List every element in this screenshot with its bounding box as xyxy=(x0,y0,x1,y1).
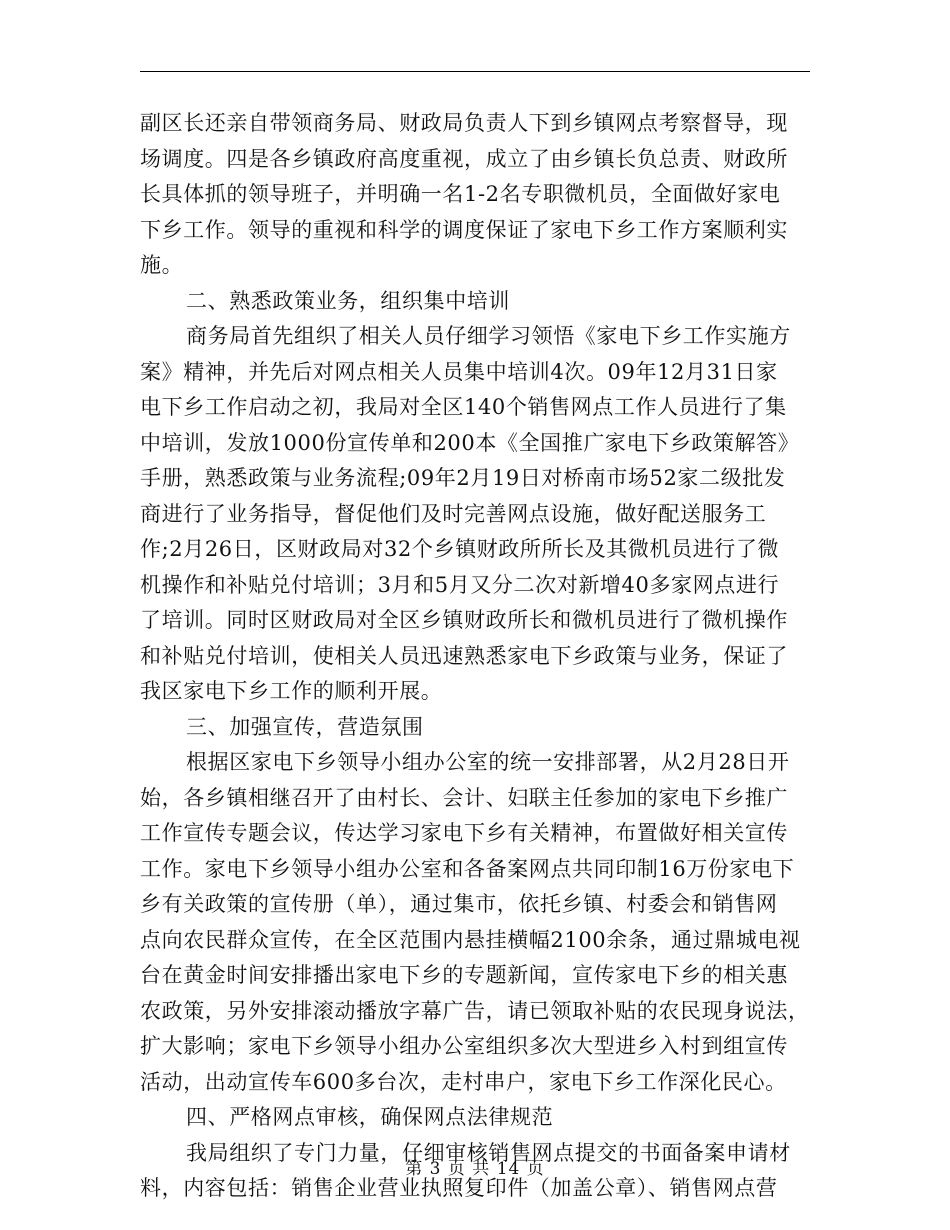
text-line: 商务局首先组织了相关人员仔细学习领悟《家电下乡工作实施方 xyxy=(186,324,791,348)
text-line: 点向农民群众宣传，在全区范围内悬挂横幅2100余条，通过鼎城电视 xyxy=(140,927,801,952)
text-line: 下乡工作。领导的重视和科学的调度保证了家电下乡工作方案顺利实 xyxy=(140,217,788,242)
text-line: 二、熟悉政策业务，组织集中培训 xyxy=(186,288,510,313)
text-line: 根据区家电下乡领导小组办公室的统一安排部署，从2月28日开 xyxy=(186,750,790,774)
text-line: 长具体抓的领导班子，并明确一名1-2名专职微机员，全面做好家电 xyxy=(140,182,781,206)
text-line: 机操作和补贴兑付培训；3月和5月又分二次对新增40多家网点进行 xyxy=(140,572,780,597)
text-line: 台在黄金时间安排播出家电下乡的专题新闻，宣传家电下乡的相关惠 xyxy=(140,963,788,987)
text-line: 副区长还亲自带领商务局、财政局负责人下到乡镇网点考察督导，现 xyxy=(140,111,788,135)
text-line: 乡有关政策的宣传册（单），通过集市，依托乡镇、村委会和销售网 xyxy=(140,892,778,916)
text-line: 工作宣传专题会议，传达学习家电下乡有关精神，布置做好相关宣传 xyxy=(140,821,788,845)
text-line: 场调度。四是各乡镇政府高度重视，成立了由乡镇长负总责、财政所 xyxy=(140,146,788,171)
text-line: 我区家电下乡工作的顺利开展。 xyxy=(140,679,443,703)
text-line: 我局组织了专门力量，仔细审核销售网点提交的书面备案申请材 xyxy=(186,1140,791,1165)
text-line: 农政策，另外安排滚动播放字幕广告，请已领取补贴的农民现身说法， xyxy=(140,998,810,1023)
document-body xyxy=(140,106,810,1207)
text-line: 活动，出动宣传车600多台次，走村串户，家电下乡工作深化民心。 xyxy=(140,1069,787,1094)
text-line: 始，各乡镇相继召开了由村长、会计、妇联主任参加的家电下乡推广 xyxy=(140,785,788,810)
text-line: 料，内容包括：销售企业营业执照复印件（加盖公章）、销售网点营 xyxy=(140,1176,778,1200)
text-line: 电下乡工作启动之初，我局对全区140个销售网点工作人员进行了集 xyxy=(140,395,787,419)
text-line: 三、加强宣传，营造氛围 xyxy=(186,714,424,739)
text-line: 手册，熟悉政策与业务流程;09年2月19日对桥南市场52家二级批发 xyxy=(140,466,786,490)
text-line: 工作。家电下乡领导小组办公室和各备案网点共同印制16万份家电下 xyxy=(140,856,795,881)
text-line: 案》精神，并先后对网点相关人员集中培训4次。09年12月31日家 xyxy=(140,359,778,384)
text-line: 了培训。同时区财政局对全区乡镇财政所长和微机员进行了微机操作 xyxy=(140,608,788,632)
page-footer: 第 3 页 共 14 页 xyxy=(405,1159,545,1179)
text-line: 四、严格网点审核，确保网点法律规范 xyxy=(186,1105,554,1129)
text-line: 扩大影响；家电下乡领导小组办公室组织多次大型进乡入村到组宣传 xyxy=(140,1034,788,1058)
text-line: 施。 xyxy=(140,253,184,277)
text-line: 作;2月26日，区财政局对32个乡镇财政所所长及其微机员进行了微 xyxy=(140,537,780,561)
text-line: 中培训，发放1000份宣传单和200本《全国推广家电下乡政策解答》 xyxy=(140,430,800,455)
header-rule xyxy=(140,71,810,72)
text-line: 商进行了业务指导，督促他们及时完善网点设施，做好配送服务工 xyxy=(140,501,767,526)
text-line: 和补贴兑付培训，使相关人员迅速熟悉家电下乡政策与业务，保证了 xyxy=(140,643,788,668)
